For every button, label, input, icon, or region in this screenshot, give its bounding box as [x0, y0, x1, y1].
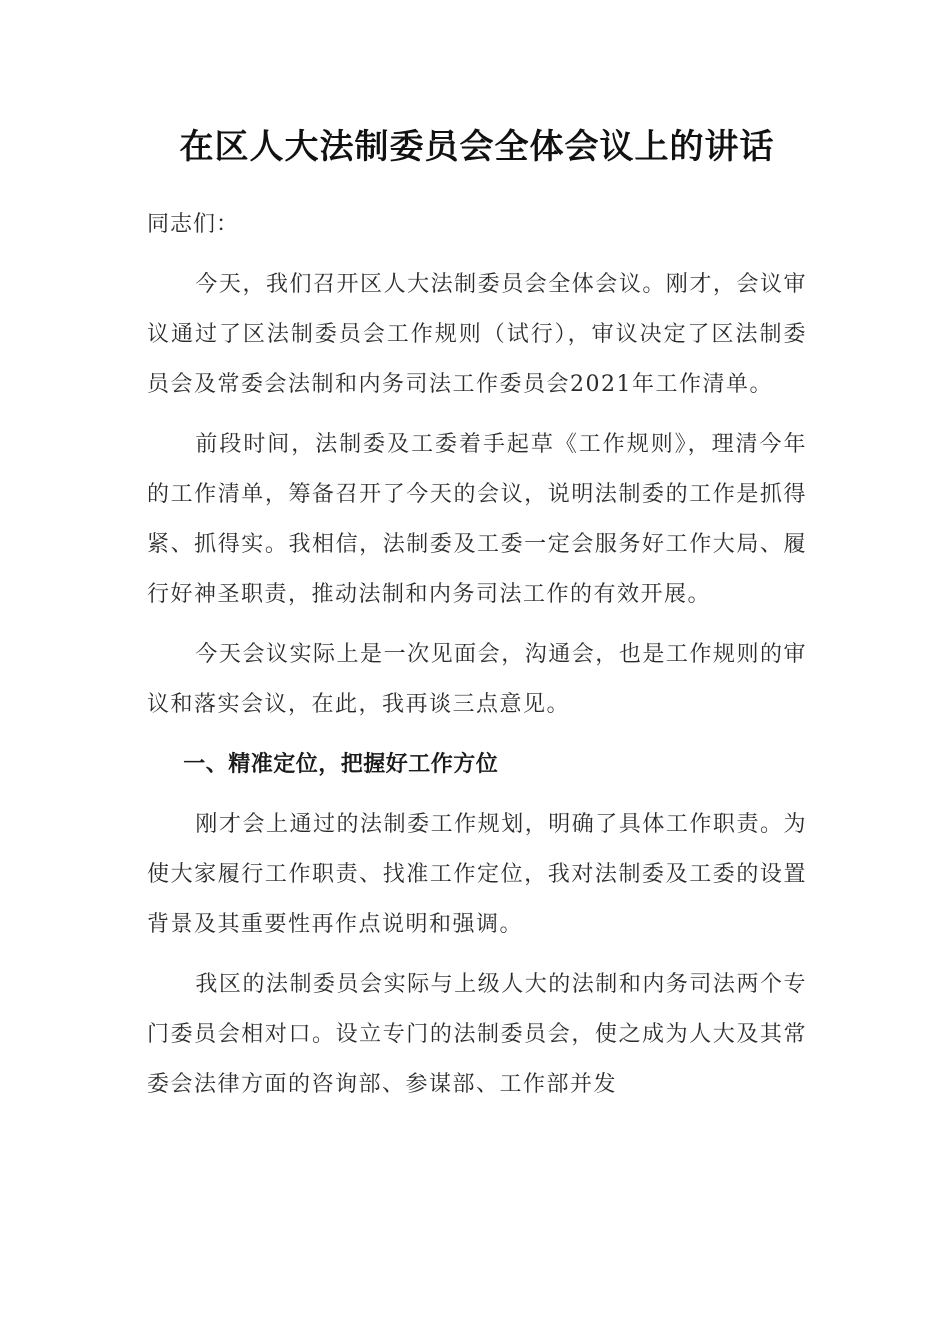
paragraph-2: 前段时间，法制委及工委着手起草《工作规则》，理清今年的工作清单，筹备召开了今天的会议，说明法制委的工作是抓得紧、抓得实。我相信，法制委及工委一定会服务好工作大局、履行好神圣职责，推动法制和内务司法工作的有效开展。 — [147, 432, 807, 607]
section-heading: 一、精准定位，把握好工作方位 — [183, 752, 499, 777]
document-title: 在区人大法制委员会全体会议上的讲话 — [179, 127, 775, 167]
paragraph-4: 刚才会上通过的法制委工作规划，明确了具体工作职责。为使大家履行工作职责、找准工作定位，我对法制委及工委的设置背景及其重要性再作点说明和强调。 — [147, 812, 807, 937]
paragraph-3: 今天会议实际上是一次见面会，沟通会，也是工作规则的审议和落实会议，在此，我再谈三点意见。 — [147, 642, 807, 717]
document-body — [147, 122, 807, 1110]
salutation: 同志们： — [147, 212, 240, 237]
paragraph-5: 我区的法制委员会实际与上级人大的法制和内务司法两个专门委员会相对口。设立专门的法制委员会，使之成为人大及其常委会法律方面的咨询部、参谋部、工作部并发 — [147, 972, 807, 1097]
paragraph-1: 今天，我们召开区人大法制委员会全体会议。刚才，会议审议通过了区法制委员会工作规则（试行），审议决定了区法制委员会及常委会法制和内务司法工作委员会2021年工作清单。 — [147, 272, 807, 397]
